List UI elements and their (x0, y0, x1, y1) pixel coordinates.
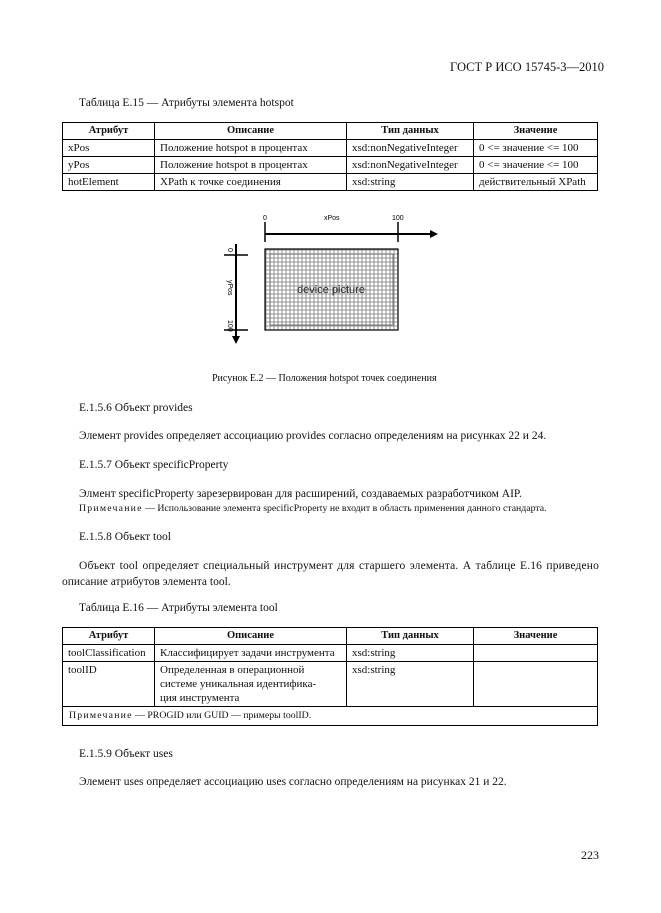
cell (155, 662, 347, 707)
column-header: Атрибут (63, 628, 155, 645)
table-row (63, 157, 598, 174)
x-arrowhead (430, 230, 438, 238)
table-header-row (63, 628, 598, 645)
document-header: ГОСТ Р ИСО 15745-3—2010 (450, 60, 604, 74)
cell (474, 645, 598, 662)
column-header: Значение (474, 123, 598, 140)
x-hundred-label: 100 (392, 215, 404, 222)
table-row (63, 174, 598, 191)
cell: toolID (63, 662, 155, 707)
cell: xsd:string (347, 174, 474, 191)
cell: XPath к точке соединения (155, 174, 347, 191)
table-row (63, 645, 598, 662)
column-header: Описание (155, 628, 347, 645)
cell: Классифицирует задачи инструмента (155, 645, 347, 662)
figure-caption: Рисунок Е.2 — Положения hotspot точек соединения (212, 373, 437, 384)
note-label: Примечание (69, 710, 133, 721)
table-note-cell (63, 707, 598, 726)
y-hundred-label: 100 (226, 320, 233, 332)
cell: Положение hotspot в процентах (155, 157, 347, 174)
y-zero-label: 0 (226, 248, 233, 252)
cell: xsd:string (347, 645, 474, 662)
table16-caption: Таблица Е.16 — Атрибуты элемента tool (79, 602, 278, 614)
cell: xPos (63, 140, 155, 157)
cell: hotElement (63, 174, 155, 191)
x-zero-label: 0 (263, 215, 267, 222)
note-text: — PROGID или GUID — примеры toolID. (135, 710, 312, 721)
cell-line: ция инструмента (160, 692, 240, 704)
column-header: Атрибут (63, 123, 155, 140)
column-header: Описание (155, 123, 347, 140)
note-text: — Использование элемента specificProperty не входит в область применения данного стандарта. (145, 503, 547, 514)
table-row (63, 662, 598, 707)
cell: Положение hotspot в процентах (155, 140, 347, 157)
cell: yPos (63, 157, 155, 174)
table-row (63, 140, 598, 157)
cell: действительный XPath (474, 174, 598, 191)
paragraph-provides: Элемент provides определяет ассоциацию provides согласно определениям на рисунках 22 и 24. (79, 430, 547, 442)
paragraph-tool-line1: Объект tool определяет специальный инструмент для старшего элемента. А таблице Е.16 приведено (79, 560, 599, 572)
y-arrowhead (232, 336, 240, 344)
cell-line: системе уникальная идентифика- (160, 678, 317, 690)
table-tool-attributes (62, 627, 598, 726)
note-specificproperty (79, 503, 547, 514)
cell: toolClassification (63, 645, 155, 662)
paragraph-specificproperty: Элмент specificProperty зарезервирован для расширений, создаваемых разработчиком AIP. (79, 488, 522, 500)
note-label: Примечание (79, 503, 143, 514)
cell: xsd:nonNegativeInteger (347, 157, 474, 174)
paragraph-tool-line2: описание атрибутов элемента tool. (62, 576, 231, 588)
table-hotspot-attributes (62, 122, 598, 191)
cell (474, 662, 598, 707)
cell: xsd:string (347, 662, 474, 707)
device-picture-label: device picture (297, 284, 365, 296)
x-axis-label: xPos (324, 215, 340, 222)
table15-caption: Таблица Е.15 — Атрибуты элемента hotspot (79, 97, 294, 109)
cell: 0 <= значение <= 100 (474, 157, 598, 174)
section-heading-tool: Е.1.5.8 Объект tool (79, 531, 171, 543)
page-number: 223 (581, 848, 599, 862)
cell: 0 <= значение <= 100 (474, 140, 598, 157)
section-heading-provides: Е.1.5.6 Объект provides (79, 402, 193, 414)
table-note-row (63, 707, 598, 726)
table-header-row (63, 123, 598, 140)
y-axis-label: yPos (226, 280, 233, 296)
cell-line: Определенная в операционной (160, 664, 305, 676)
section-heading-uses: Е.1.5.9 Объект uses (79, 748, 173, 760)
cell: xsd:nonNegativeInteger (347, 140, 474, 157)
column-header: Тип данных (347, 628, 474, 645)
hotspot-position-figure (220, 208, 440, 348)
section-heading-specificproperty: Е.1.5.7 Объект specificProperty (79, 459, 229, 471)
column-header: Тип данных (347, 123, 474, 140)
column-header: Значение (474, 628, 598, 645)
paragraph-uses: Элемент uses определяет ассоциацию uses согласно определениям на рисунках 21 и 22. (79, 776, 507, 788)
